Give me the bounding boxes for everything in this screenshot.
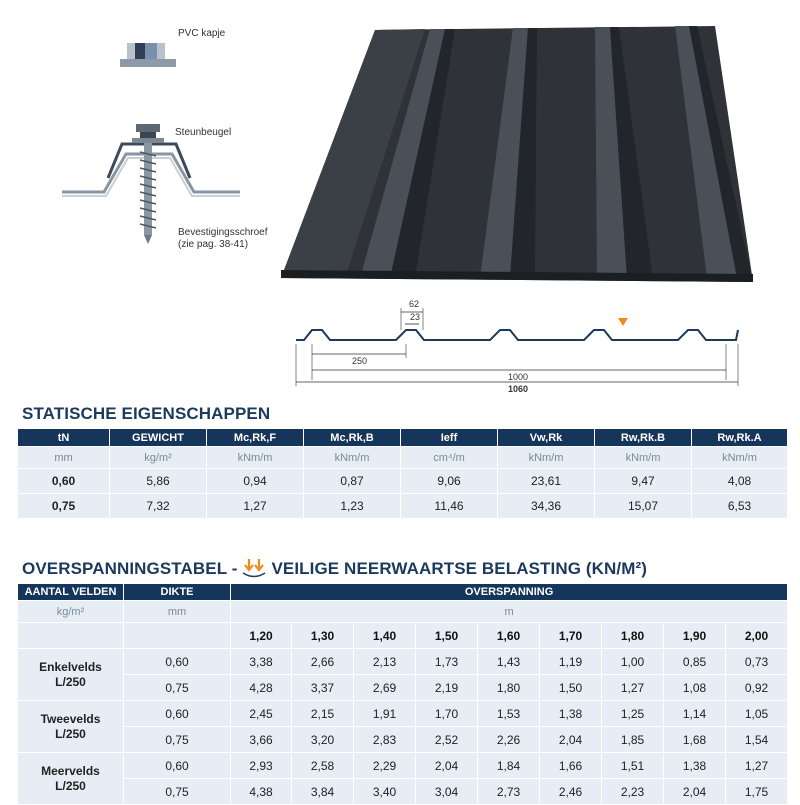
cell: 2,23 [602, 779, 664, 805]
cell: 1,66 [540, 753, 602, 779]
table-row [18, 727, 788, 753]
cell: 3,20 [292, 727, 354, 753]
unit-cell: kNm/m [304, 447, 401, 469]
col-header: Mc,Rk,B [304, 429, 401, 447]
cell: 3,66 [231, 727, 292, 753]
cell: 1,27 [602, 675, 664, 701]
pvc-cap-label: PVC kapje [178, 28, 226, 39]
cell: 2,04 [540, 727, 602, 753]
cell: 0,87 [304, 469, 401, 494]
cell: 2,58 [292, 753, 354, 779]
span-value: 1,70 [540, 623, 602, 649]
load-marker-icon [618, 318, 628, 326]
group-name: Enkelvelds [39, 659, 102, 674]
dikte-cell: 0,60 [124, 649, 231, 675]
empty-cell [124, 623, 231, 649]
col-header: Rw,Rk.B [595, 429, 692, 447]
cell: 0,60 [18, 469, 110, 494]
group-sub: L/250 [55, 726, 86, 741]
cell: 1,00 [602, 649, 664, 675]
group-name: Meervelds [41, 763, 100, 778]
unit-cell: kNm/m [207, 447, 304, 469]
cell: 0,73 [726, 649, 788, 675]
cell: 3,84 [292, 779, 354, 805]
cell: 1,73 [416, 649, 478, 675]
cell: 5,86 [110, 469, 207, 494]
cell: 34,36 [498, 494, 595, 519]
cell: 0,85 [664, 649, 726, 675]
cell: 3,38 [231, 649, 292, 675]
cell: 1,19 [540, 649, 602, 675]
cell: 0,94 [207, 469, 304, 494]
col-header: Mc,Rk,F [207, 429, 304, 447]
cell: 1,05 [726, 701, 788, 727]
cell: 1,38 [664, 753, 726, 779]
cell: 0,92 [726, 675, 788, 701]
unit-cell: kg/m² [18, 601, 124, 623]
cell: 4,28 [231, 675, 292, 701]
unit-cell: kNm/m [692, 447, 788, 469]
dim-1000: 1000 [508, 372, 529, 382]
cell: 2,46 [540, 779, 602, 805]
cell: 9,06 [401, 469, 498, 494]
cell: 3,37 [292, 675, 354, 701]
dikte-cell: 0,60 [124, 701, 231, 727]
cell: 1,08 [664, 675, 726, 701]
cell: 23,61 [498, 469, 595, 494]
col-header-overspanning: OVERSPANNING [231, 584, 788, 601]
group-name: Tweevelds [40, 711, 101, 726]
pvc-cap-illustration [118, 40, 180, 70]
static-properties-table [17, 428, 788, 519]
group-cell [18, 701, 124, 753]
cell: 1,75 [726, 779, 788, 805]
cell: 1,50 [540, 675, 602, 701]
col-header: Vw,Rk [498, 429, 595, 447]
cell: 9,47 [595, 469, 692, 494]
cell: 1,84 [478, 753, 540, 779]
group-cell [18, 753, 124, 805]
cell: 2,66 [292, 649, 354, 675]
bracket-label: Steunbeugel [175, 127, 232, 138]
dikte-cell: 0,75 [124, 727, 231, 753]
group-sub: L/250 [55, 778, 86, 793]
cell: 1,14 [664, 701, 726, 727]
unit-cell: m [231, 601, 788, 623]
group-cell [18, 649, 124, 701]
table-row [18, 675, 788, 701]
cell: 1,43 [478, 649, 540, 675]
col-header: tN [18, 429, 110, 447]
col-header: GEWICHT [110, 429, 207, 447]
cell: 7,32 [110, 494, 207, 519]
screw-label: Bevestigingsschroef [178, 227, 268, 238]
span-value: 1,30 [292, 623, 354, 649]
cell: 2,69 [354, 675, 416, 701]
cell: 2,52 [416, 727, 478, 753]
unit-cell: kNm/m [595, 447, 692, 469]
table-row [18, 753, 788, 779]
table-row [18, 779, 788, 805]
table-row [18, 701, 788, 727]
cell: 6,53 [692, 494, 788, 519]
span-value: 1,40 [354, 623, 416, 649]
table-row [18, 649, 788, 675]
roof-sheet-image [275, 20, 760, 285]
table-row [18, 469, 788, 494]
cell: 1,27 [207, 494, 304, 519]
span-value: 1,80 [602, 623, 664, 649]
dim-250: 250 [352, 356, 368, 366]
col-header: Ieff [401, 429, 498, 447]
unit-cell: kNm/m [498, 447, 595, 469]
unit-cell: cm⁴/m [401, 447, 498, 469]
cell: 1,27 [726, 753, 788, 779]
col-header-velden: AANTAL VELDEN [18, 584, 124, 601]
cell: 1,23 [304, 494, 401, 519]
empty-cell [18, 623, 124, 649]
span-value: 1,50 [416, 623, 478, 649]
dikte-cell: 0,75 [124, 675, 231, 701]
cell: 0,75 [18, 494, 110, 519]
cell: 2,04 [664, 779, 726, 805]
cell: 1,54 [726, 727, 788, 753]
cell: 1,38 [540, 701, 602, 727]
cell: 2,19 [416, 675, 478, 701]
cell: 1,53 [478, 701, 540, 727]
cell: 4,08 [692, 469, 788, 494]
span-table [17, 583, 788, 805]
span-title-right: VEILIGE NEERWAARTSE BELASTING (KN/M²) [271, 559, 647, 578]
cell: 1,91 [354, 701, 416, 727]
cell: 2,45 [231, 701, 292, 727]
cell: 1,68 [664, 727, 726, 753]
unit-cell: kg/m² [110, 447, 207, 469]
cell: 1,70 [416, 701, 478, 727]
unit-cell: mm [124, 601, 231, 623]
cell: 2,73 [478, 779, 540, 805]
col-header: Rw,Rk.A [692, 429, 788, 447]
screw-note: (zie pag. 38-41) [178, 239, 249, 250]
cell: 2,15 [292, 701, 354, 727]
cell: 2,29 [354, 753, 416, 779]
cell: 2,04 [416, 753, 478, 779]
table-row [18, 494, 788, 519]
span-table-title [22, 558, 647, 580]
cell: 15,07 [595, 494, 692, 519]
span-value: 1,60 [478, 623, 540, 649]
span-value: 2,00 [726, 623, 788, 649]
span-title-left: OVERSPANNINGSTABEL - [22, 559, 238, 578]
downward-load-icon [241, 558, 267, 580]
span-value: 1,90 [664, 623, 726, 649]
cell: 1,51 [602, 753, 664, 779]
cell: 1,85 [602, 727, 664, 753]
span-value: 1,20 [231, 623, 292, 649]
dim-1060: 1060 [508, 384, 529, 394]
static-properties-title: STATISCHE EIGENSCHAPPEN [22, 404, 271, 423]
group-sub: L/250 [55, 674, 86, 689]
col-header-dikte: DIKTE [124, 584, 231, 601]
dikte-cell: 0,75 [124, 779, 231, 805]
dikte-cell: 0,60 [124, 753, 231, 779]
cell: 3,04 [416, 779, 478, 805]
cell: 1,25 [602, 701, 664, 727]
cell: 2,26 [478, 727, 540, 753]
dim-62: 62 [409, 299, 420, 309]
cell: 1,80 [478, 675, 540, 701]
dim-23: 23 [410, 312, 421, 322]
cell: 11,46 [401, 494, 498, 519]
unit-cell: mm [18, 447, 110, 469]
cell: 2,13 [354, 649, 416, 675]
cell: 2,93 [231, 753, 292, 779]
cell: 3,40 [354, 779, 416, 805]
cell: 4,38 [231, 779, 292, 805]
cell: 2,83 [354, 727, 416, 753]
